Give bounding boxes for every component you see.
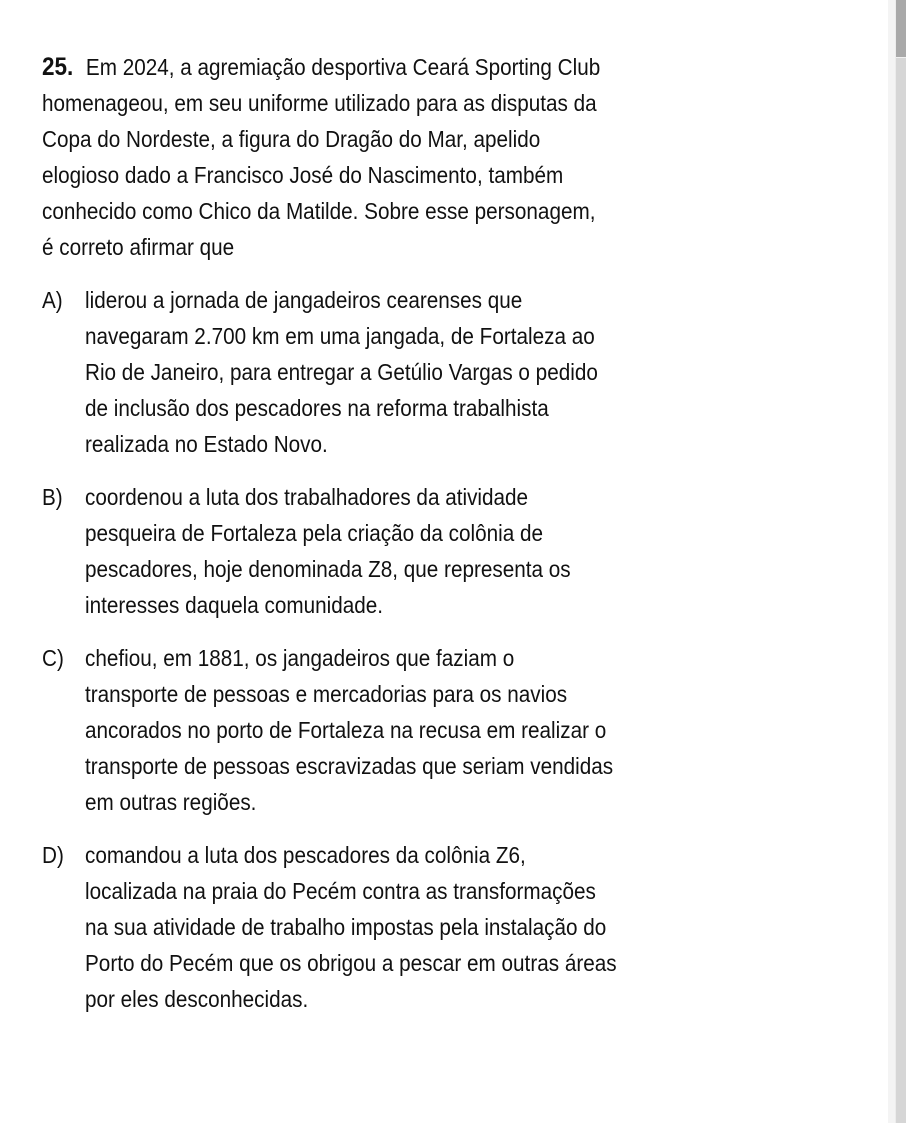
option-line: chefiou, em 1881, os jangadeiros que faziam o [85,645,515,671]
option-line: Porto do Pecém que os obrigou a pescar em outras áreas [85,950,617,976]
option-letter: A) [42,287,63,313]
stem-line: 25. Em 2024, a agremiação desportiva Ceará Sporting Club [42,53,601,81]
option-line: de inclusão dos pescadores na reforma trabalhista [85,395,549,421]
option-letter: B) [42,484,63,510]
stem-line: Copa do Nordeste, a figura do Dragão do Mar, apelido [42,126,541,152]
option-line: pesqueira de Fortaleza pela criação da colônia de [85,520,544,546]
option-line: coordenou a luta dos trabalhadores da atividade [85,484,529,510]
option-d[interactable] [42,837,862,1017]
option-letter: C) [42,645,64,671]
option-line: pescadores, hoje denominada Z8, que representa os [85,556,571,582]
option-line: interesses daquela comunidade. [85,592,384,618]
option-line: realizada no Estado Novo. [85,431,328,457]
question-stem [42,49,862,265]
stem-line: conhecido como Chico da Matilde. Sobre esse personagem, [42,198,596,224]
option-line: navegaram 2.700 km em uma jangada, de Fortaleza ao [85,323,595,349]
option-line: comandou a luta dos pescadores da colônia Z6, [85,842,526,868]
option-a[interactable] [42,282,862,462]
option-line: em outras regiões. [85,789,257,815]
option-line: transporte de pessoas e mercadorias para os navios [85,681,568,707]
vertical-scrollbar[interactable] [895,0,906,1123]
option-line: transporte de pessoas escravizadas que seriam vendidas [85,753,614,779]
answer-options [42,282,862,1017]
option-c[interactable] [42,640,862,820]
option-line: na sua atividade de trabalho impostas pela instalação do [85,914,607,940]
stem-line: elogioso dado a Francisco José do Nascimento, também [42,162,564,188]
question-number: 25. [42,53,74,81]
scrollbar-thumb[interactable] [896,0,906,58]
option-line: liderou a jornada de jangadeiros cearenses que [85,287,523,313]
option-line: localizada na praia do Pecém contra as transformações [85,878,596,904]
stem-line: homenageou, em seu uniforme utilizado para as disputas da [42,90,597,116]
option-line: por eles desconhecidas. [85,986,309,1012]
question-25 [42,49,862,1034]
option-b[interactable] [42,479,862,623]
option-line: Rio de Janeiro, para entregar a Getúlio Vargas o pedido [85,359,598,385]
option-line: ancorados no porto de Fortaleza na recusa em realizar o [85,717,607,743]
stem-line: é correto afirmar que [42,234,235,260]
option-letter: D) [42,842,64,868]
